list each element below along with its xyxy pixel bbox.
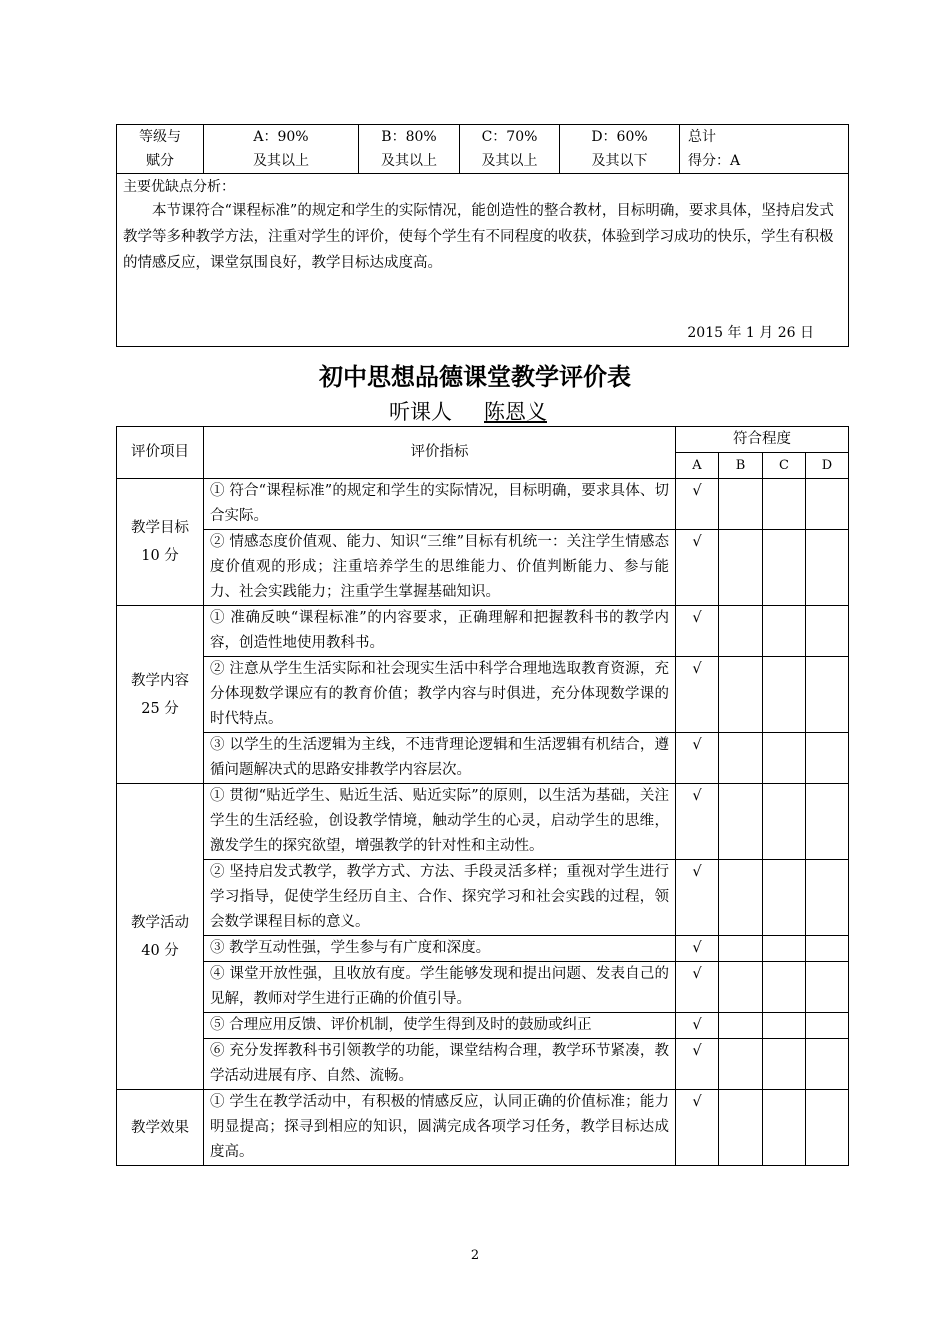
analysis-text: 本节课符合“课程标准”的规定和学生的实际情况，能创造性的整合教材，目标明确，要求具体，坚持启发式教学等多种教学方法，注重对学生的评价，使每个学生有不同程度的收获，体验到学习成功的快乐，学生有积极的情感反应，课堂氛围良好，教学目标达成度高。 — [123, 203, 834, 271]
grade-b-cell — [359, 125, 460, 174]
grade-row — [117, 125, 849, 174]
header-letter-d: D — [806, 453, 849, 479]
grade-a-range: 及其以上 — [253, 153, 309, 169]
table-row — [117, 784, 849, 860]
mark-cell-d — [806, 784, 849, 860]
table-row — [117, 1013, 849, 1039]
mark-cell-c — [763, 784, 806, 860]
analysis-date: 2015 年 1 月 26 日 — [687, 325, 814, 341]
category-name: 教学效果 — [131, 1119, 189, 1136]
table-row — [117, 530, 849, 606]
check-mark-a: √ — [676, 936, 719, 962]
grade-c-percent: C：70% — [481, 129, 538, 145]
category-name: 教学内容 — [131, 672, 189, 689]
header-letter-a: A — [676, 453, 719, 479]
mark-cell-c — [763, 606, 806, 657]
table-row — [117, 860, 849, 936]
indicator-text: ④ 课堂开放性强，且收放有度。学生能够发现和提出问题、发表自己的见解，教师对学生进行正确的价值引导。 — [204, 962, 676, 1013]
mark-cell-d — [806, 606, 849, 657]
indicator-text: ⑤ 合理应用反馈、评价机制，使学生得到及时的鼓励或纠正 — [204, 1013, 676, 1039]
page-number: 2 — [470, 1248, 480, 1263]
grade-d-percent: D：60% — [591, 129, 648, 145]
category-score: 40 分 — [141, 942, 179, 959]
mark-cell-c — [763, 657, 806, 733]
check-mark-a: √ — [676, 860, 719, 936]
check-mark-a: √ — [676, 1039, 719, 1090]
total-label: 总计 — [688, 129, 716, 145]
grade-label-line1: 等级与 — [139, 129, 181, 145]
form-title: 初中思想品德课堂教学评价表 — [319, 362, 631, 391]
indicator-text: ① 贯彻“贴近学生、贴近生活、贴近实际”的原则，以生活为基础，关注学生的生活经验，创设教学情境，触动学生的心灵，启动学生的思维，激发学生的探究欲望，增强教学的针对性和主动性。 — [204, 784, 676, 860]
indicator-text: ② 注意从学生生活实际和社会现实生活中科学合理地选取教育资源，充分体现数学课应有的教育价值；教学内容与时俱进，充分体现数学课的时代特点。 — [204, 657, 676, 733]
table-row — [117, 733, 849, 784]
analysis-label: 主要优缺点分析： — [123, 179, 235, 195]
indicator-text: ③ 教学互动性强，学生参与有广度和深度。 — [204, 936, 676, 962]
category-score: 25 分 — [141, 700, 179, 717]
mark-cell-b — [719, 1039, 763, 1090]
header-row-1 — [117, 427, 849, 453]
mark-cell-d — [806, 936, 849, 962]
indicator-text: ② 情感态度价值观、能力、知识“三维”目标有机统一：关注学生情感态度价值观的形成；注重培养学生的思维能力、价值判断能力、参与能力、社会实践能力；注重学生掌握基础知识。 — [204, 530, 676, 606]
header-indicator: 评价指标 — [204, 427, 676, 479]
check-mark-a: √ — [676, 657, 719, 733]
table-row — [117, 479, 849, 530]
check-mark-a: √ — [676, 733, 719, 784]
category-name: 教学活动 — [131, 914, 189, 931]
mark-cell-b — [719, 936, 763, 962]
mark-cell-c — [763, 962, 806, 1013]
grade-b-percent: B：80% — [381, 129, 437, 145]
category-cell — [117, 1090, 204, 1166]
header-item: 评价项目 — [117, 427, 204, 479]
mark-cell-b — [719, 479, 763, 530]
mark-cell-b — [719, 606, 763, 657]
mark-cell-c — [763, 1039, 806, 1090]
category-score: 10 分 — [141, 548, 179, 564]
grade-a-percent: A：90% — [253, 129, 309, 145]
evaluation-table — [116, 426, 849, 1166]
check-mark-a: √ — [676, 1090, 719, 1166]
mark-cell-c — [763, 936, 806, 962]
mark-cell-b — [719, 1013, 763, 1039]
grade-b-range: 及其以上 — [381, 153, 437, 169]
grade-a-cell — [204, 125, 359, 174]
grade-d-range: 及其以下 — [591, 153, 648, 169]
mark-cell-c — [763, 733, 806, 784]
table-row — [117, 1090, 849, 1166]
mark-cell-b — [719, 657, 763, 733]
total-score-cell — [680, 125, 849, 174]
check-mark-a: √ — [676, 479, 719, 530]
table-row — [117, 962, 849, 1013]
check-mark-a: √ — [676, 530, 719, 606]
mark-cell-b — [719, 530, 763, 606]
header-degree: 符合程度 — [676, 427, 849, 453]
indicator-text: ⑥ 充分发挥教科书引领教学的功能，课堂结构合理，教学环节紧凑，教学活动进展有序、自然、流畅。 — [204, 1039, 676, 1090]
listener-line — [0, 398, 950, 426]
listener-label: 听课人 — [389, 400, 452, 424]
grade-c-cell — [460, 125, 560, 174]
table-row — [117, 936, 849, 962]
mark-cell-d — [806, 1013, 849, 1039]
mark-cell-b — [719, 860, 763, 936]
check-mark-a: √ — [676, 1013, 719, 1039]
mark-cell-d — [806, 962, 849, 1013]
evaluation-table-body — [117, 427, 849, 1166]
analysis-cell — [117, 174, 849, 347]
grade-c-range: 及其以上 — [481, 153, 538, 169]
mark-cell-d — [806, 1090, 849, 1166]
mark-cell-b — [719, 1090, 763, 1166]
mark-cell-c — [763, 1013, 806, 1039]
mark-cell-d — [806, 479, 849, 530]
listener-name: 陈恩义 — [484, 400, 547, 424]
indicator-text: ① 学生在教学活动中，有积极的情感反应，认同正确的价值标准；能力明显提高；探寻到相应的知识，圆满完成各项学习任务，教学目标达成度高。 — [204, 1090, 676, 1166]
header-letter-c: C — [763, 453, 806, 479]
mark-cell-b — [719, 733, 763, 784]
mark-cell-b — [719, 784, 763, 860]
indicator-text: ③ 以学生的生活逻辑为主线，不违背理论逻辑和生活逻辑有机结合，遵循问题解决式的思路安排教学内容层次。 — [204, 733, 676, 784]
mark-cell-b — [719, 962, 763, 1013]
category-cell — [117, 479, 204, 606]
mark-cell-d — [806, 733, 849, 784]
grade-label-cell — [117, 125, 204, 174]
mark-cell-c — [763, 530, 806, 606]
table-row — [117, 606, 849, 657]
mark-cell-d — [806, 657, 849, 733]
mark-cell-d — [806, 1039, 849, 1090]
header-letter-b: B — [719, 453, 763, 479]
mark-cell-c — [763, 860, 806, 936]
category-name: 教学目标 — [131, 520, 189, 536]
indicator-text: ② 坚持启发式教学，教学方式、方法、手段灵活多样；重视对学生进行学习指导，促使学生经历自主、合作、探究学习和社会实践的过程，领会数学课程目标的意义。 — [204, 860, 676, 936]
grade-label-line2: 赋分 — [146, 153, 174, 169]
mark-cell-c — [763, 1090, 806, 1166]
check-mark-a: √ — [676, 784, 719, 860]
table-row — [117, 1039, 849, 1090]
category-cell — [117, 784, 204, 1090]
analysis-row — [117, 174, 849, 347]
indicator-text: ① 准确反映“课程标准”的内容要求，正确理解和把握教科书的教学内容，创造性地使用教科书。 — [204, 606, 676, 657]
check-mark-a: √ — [676, 962, 719, 1013]
mark-cell-d — [806, 530, 849, 606]
check-mark-a: √ — [676, 606, 719, 657]
grade-d-cell — [560, 125, 680, 174]
mark-cell-c — [763, 479, 806, 530]
category-cell — [117, 606, 204, 784]
indicator-text: ① 符合“课程标准”的规定和学生的实际情况，目标明确，要求具体、切合实际。 — [204, 479, 676, 530]
table-row — [117, 657, 849, 733]
grade-table — [116, 124, 849, 347]
mark-cell-d — [806, 860, 849, 936]
total-score: 得分：A — [688, 153, 741, 169]
